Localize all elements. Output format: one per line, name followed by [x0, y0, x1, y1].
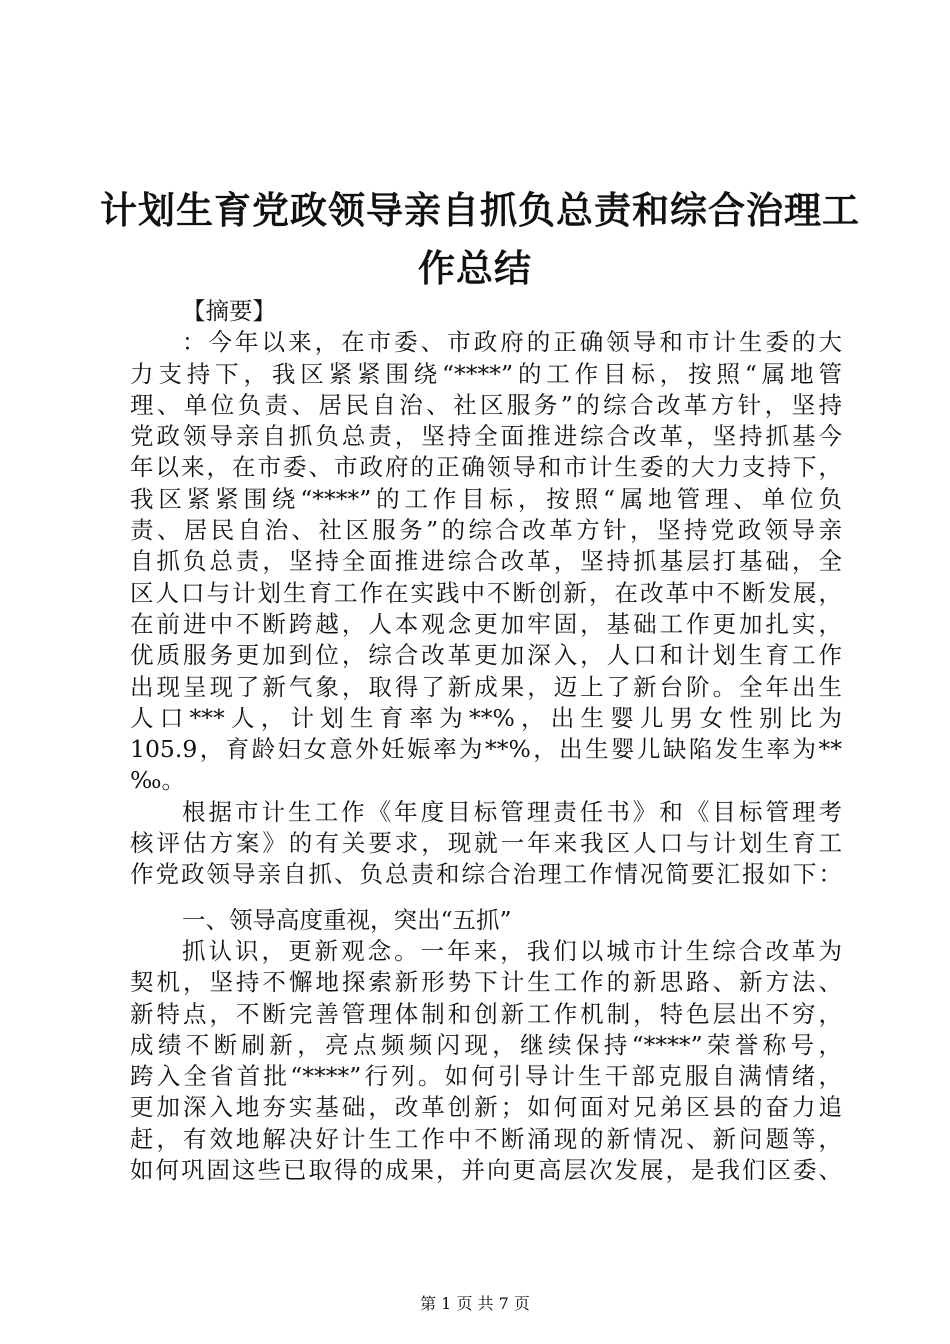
- text-line: 新特点，不断完善管理体制和创新工作机制，特色层出不穷，: [130, 999, 842, 1028]
- text-line: ：今年以来，在市委、市政府的正确领导和市计生委的大: [182, 328, 842, 357]
- text-line: 出现呈现了新气象，取得了新成果，迈上了新台阶。全年出生: [130, 672, 842, 701]
- text-line: 根据市计生工作《年度目标管理责任书》和《目标管理考: [182, 797, 842, 826]
- section-heading: 一、领导高度重视，突出“五抓”: [182, 905, 512, 934]
- text-line: 力支持下，我区紧紧围绕“****”的工作目标，按照“属地管: [130, 359, 842, 388]
- text-line: 党政领导亲自抓负总责，坚持全面推进综合改革，坚持抓基今: [130, 422, 842, 451]
- paragraph-3: [130, 936, 842, 1186]
- title-line: 作总结: [418, 247, 532, 290]
- text-line: 跨入全省首批“****”行列。如何引导计生干部克服自满情绪，: [130, 1062, 842, 1091]
- paragraph-1: [130, 327, 842, 796]
- text-line: 作党政领导亲自抓、负总责和综合治理工作情况简要汇报如下：: [130, 860, 842, 889]
- document-body: [130, 296, 842, 1186]
- text-line: 区人口与计划生育工作在实践中不断创新，在改革中不断发展，: [130, 578, 842, 607]
- text-line: 核评估方案》的有关要求，现就一年来我区人口与计划生育工: [130, 829, 842, 858]
- text-line: 理、单位负责、居民自治、社区服务”的综合改革方针，坚持: [130, 390, 842, 419]
- text-line: 年以来，在市委、市政府的正确领导和市计生委的大力支持下，: [130, 453, 842, 482]
- text-line: 如何巩固这些已取得的成果，并向更高层次发展，是我们区委、: [130, 1156, 842, 1185]
- text-line: 更加深入地夯实基础，改革创新；如何面对兄弟区县的奋力追: [130, 1093, 842, 1122]
- text-line: 在前进中不断跨越，人本观念更加牢固，基础工作更加扎实，: [130, 609, 842, 638]
- page-footer: 第 1 页 共 7 页: [420, 1294, 530, 1313]
- text-line: 我区紧紧围绕“****”的工作目标，按照“属地管理、单位负: [130, 484, 842, 513]
- text-line: 成绩不断刷新，亮点频频闪现，继续保持“****”荣誉称号，: [130, 1030, 842, 1059]
- document-title: [100, 182, 860, 298]
- text-line: 抓认识，更新观念。一年来，我们以城市计生综合改革为: [182, 936, 842, 965]
- section-spacer: [130, 891, 842, 905]
- title-line: 计划生育党政领导亲自抓负总责和综合治理工: [100, 189, 860, 232]
- text-line: 契机，坚持不懈地探索新形势下计生工作的新思路、新方法、: [130, 968, 842, 997]
- text-line: 自抓负总责，坚持全面推进综合改革，坚持抓基层打基础，全: [130, 547, 842, 576]
- text-line: 赶，有效地解决好计生工作中不断涌现的新情况、新问题等，: [130, 1124, 842, 1153]
- text-line: ‰。: [130, 766, 186, 795]
- text-line: 优质服务更加到位，综合改革更加深入，人口和计划生育工作: [130, 641, 842, 670]
- text-line: 105.9，育龄妇女意外妊娠率为**%，出生婴儿缺陷发生率为**: [130, 735, 842, 764]
- text-line: 人口***人，计划生育率为**%，出生婴儿男女性别比为: [130, 703, 842, 732]
- paragraph-2: [130, 797, 842, 891]
- abstract-heading: 【摘要】: [182, 297, 276, 325]
- text-line: 责、居民自治、社区服务”的综合改革方针，坚持党政领导亲: [130, 516, 842, 545]
